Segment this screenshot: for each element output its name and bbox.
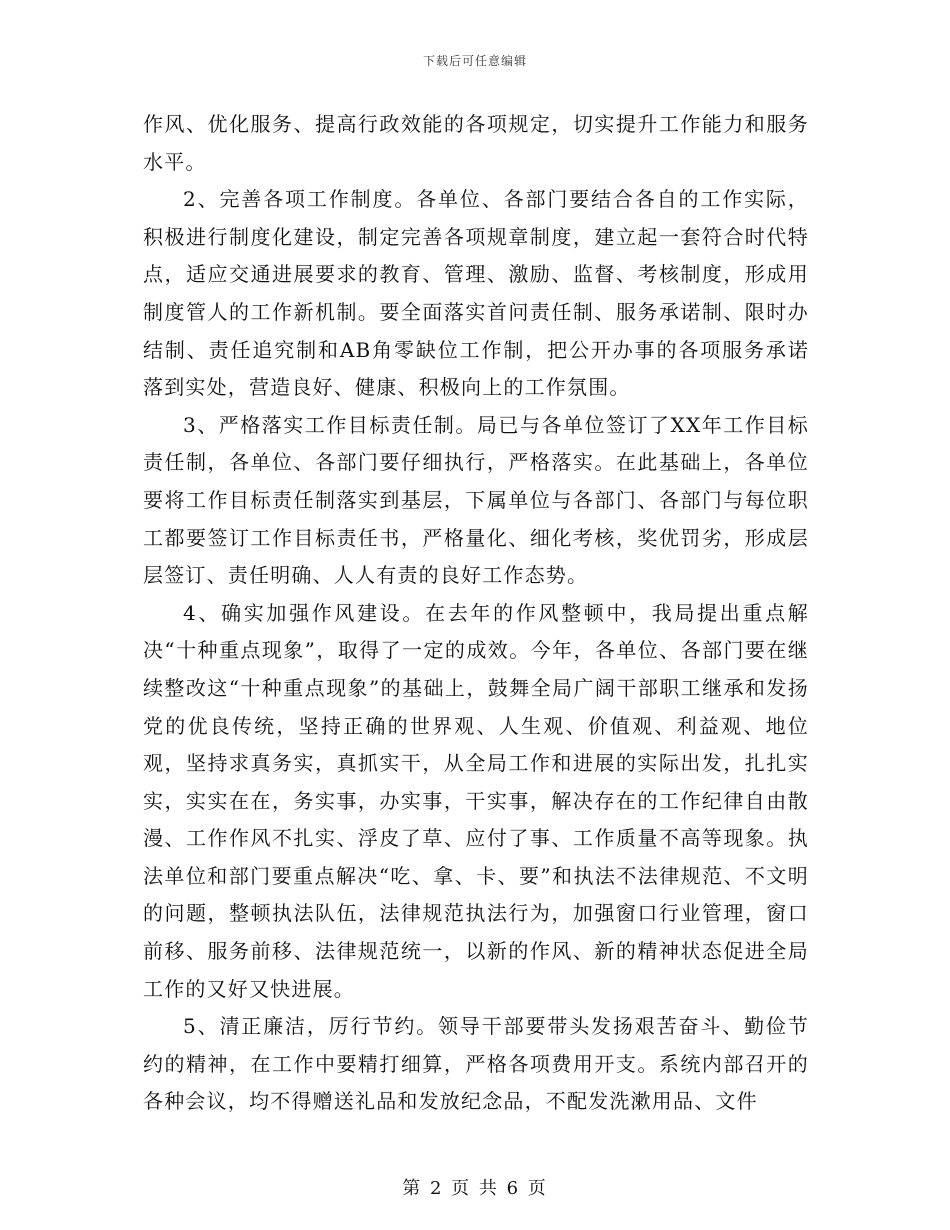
page-number-footer: 第 2 页 共 6 页 bbox=[402, 1178, 548, 1199]
paragraph-item-3: 3、严格落实工作目标责任制。局已与各单位签订了XX年工作目标责任制，各单位、各部门要仔细执行，严格落实。在此基础上，各单位要将工作目标责任制落实到基层，下属单位与各部门、各部门与每位职工都要签订工作目标责任书，严格量化、细化考核，奖优罚劣，形成层层签订、责任明确、人人有责的良好工作态势。 bbox=[143, 412, 809, 588]
paragraph-continued: 作风、优化服务、提高行政效能的各项规定，切实提升工作能力和服务水平。 bbox=[143, 112, 809, 174]
document-body bbox=[143, 106, 809, 1121]
paragraph-item-4: 4、确实加强作风建设。在去年的作风整顿中，我局提出重点解决“十种重点现象”，取得了一定的成效。今年，各单位、各部门要在继续整改这“十种重点现象”的基础上，鼓舞全局广阔干部职工继承和发扬党的优良传统，坚持正确的世界观、人生观、价值观、利益观、地位观，坚持求真务实，真抓实干，从全局工作和进展的实际出发，扎扎实实，实实在在，务实事，办实事，干实事，解决存在的工作纪律自由散漫、工作作风不扎实、浮皮了草、应付了事、工作质量不高等现象。执法单位和部门要重点解决“吃、拿、卡、要”和执法不法律规范、不文明的问题，整顿执法队伍，法律规范执法行为，加强窗口行业管理，窗口前移、服务前移、法律规范统一，以新的作风、新的精神状态促进全局工作的又好又快进展。 bbox=[143, 600, 809, 1001]
page-header-note: 下载后可任意编辑 bbox=[422, 54, 527, 68]
paragraph-item-2: 2、完善各项工作制度。各单位、各部门要结合各自的工作实际，积极进行制度化建设，制定完善各项规章制度，建立起一套符合时代特点，适应交通进展要求的教育、管理、激励、监督、考核制度，形成用制度管人的工作新机制。要全面落实首问责任制、服务承诺制、限时办结制、责任追究制和AB角零缺位工作制，把公开办事的各项服务承诺落到实处，营造良好、健康、积极向上的工作氛围。 bbox=[143, 187, 809, 400]
paragraph-item-5: 5、清正廉洁，厉行节约。领导干部要带头发扬艰苦奋斗、勤俭节约的精神，在工作中要精打细算，严格各项费用开支。系统内部召开的各种会议，均不得赠送礼品和发放纪念品，不配发洗漱用品、文件 bbox=[143, 1014, 809, 1114]
